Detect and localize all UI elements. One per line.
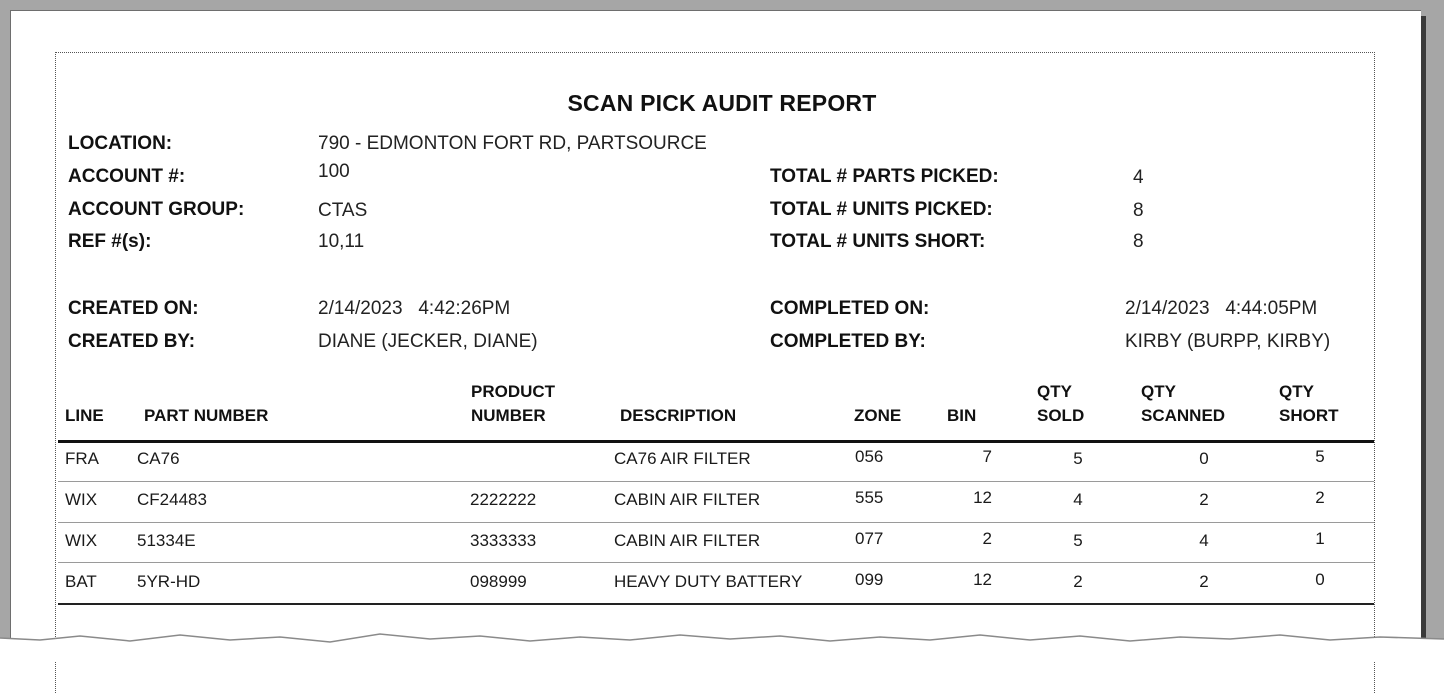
header-product-number-bottom: NUMBER: [471, 406, 546, 425]
print-margin-frame: [55, 52, 1375, 693]
completed-on-value: 2/14/2023 4:44:05PM: [1125, 298, 1318, 319]
cell-bin: 12: [973, 488, 992, 507]
ref-label: REF #(s):: [68, 231, 152, 252]
header-qty-short-top: QTY: [1279, 382, 1314, 401]
completed-by-value: KIRBY (BURPP, KIRBY): [1125, 331, 1331, 352]
cell-part-number: 5YR-HD: [137, 572, 201, 591]
cell-part-number: CF24483: [137, 490, 207, 509]
cell-zone: 555: [855, 488, 884, 507]
parts-picked-value: 4: [1133, 167, 1144, 188]
cell-description: CABIN AIR FILTER: [614, 531, 761, 550]
cell-qty-sold: 2: [1073, 572, 1083, 591]
report-title: SCAN PICK AUDIT REPORT: [567, 90, 877, 116]
account-group-value: CTAS: [318, 200, 368, 221]
cell-qty-short: 2: [1315, 488, 1325, 507]
cell-line: FRA: [65, 449, 99, 468]
cell-zone: 099: [855, 570, 884, 589]
units-short-label: TOTAL # UNITS SHORT:: [770, 231, 986, 252]
row-divider: [58, 522, 1374, 523]
table-bottom-rule: [58, 603, 1374, 605]
cell-line: WIX: [65, 531, 98, 550]
cell-product-number: 2222222: [470, 490, 537, 509]
cell-product-number: 3333333: [470, 531, 537, 550]
row-divider: [58, 562, 1374, 563]
header-bin: BIN: [947, 406, 977, 425]
created-on-label: CREATED ON:: [68, 298, 199, 319]
header-rule: [58, 440, 1374, 443]
header-qty-scanned-top: QTY: [1141, 382, 1176, 401]
header-part-number: PART NUMBER: [144, 406, 269, 425]
cell-part-number: CA76: [137, 449, 180, 468]
ref-value: 10,11: [318, 231, 365, 252]
parts-picked-label: TOTAL # PARTS PICKED:: [770, 166, 999, 187]
cell-bin: 7: [982, 447, 992, 466]
cell-qty-scanned: 0: [1199, 449, 1209, 468]
cell-qty-sold: 4: [1073, 490, 1083, 509]
cell-description: HEAVY DUTY BATTERY: [614, 572, 803, 591]
header-zone: ZONE: [854, 406, 902, 425]
account-label: ACCOUNT #:: [68, 166, 186, 187]
header-qty-sold-bottom: SOLD: [1037, 406, 1085, 425]
header-description: DESCRIPTION: [620, 406, 737, 425]
created-on-value: 2/14/2023 4:42:26PM: [318, 298, 511, 319]
header-qty-short-bottom: SHORT: [1279, 406, 1339, 425]
cell-qty-sold: 5: [1073, 531, 1083, 550]
units-picked-value: 8: [1133, 200, 1144, 221]
cell-bin: 2: [982, 529, 992, 548]
cell-line: WIX: [65, 490, 98, 509]
row-divider: [58, 481, 1374, 482]
location-label: LOCATION:: [68, 133, 173, 154]
cell-qty-scanned: 4: [1199, 531, 1209, 550]
cell-part-number: 51334E: [137, 531, 196, 550]
cell-description: CA76 AIR FILTER: [614, 449, 751, 468]
location-value: 790 - EDMONTON FORT RD, PARTSOURCE: [318, 133, 707, 154]
cell-description: CABIN AIR FILTER: [614, 490, 761, 509]
cell-zone: 077: [855, 529, 884, 548]
cell-line: BAT: [65, 572, 97, 591]
completed-by-label: COMPLETED BY:: [770, 331, 926, 352]
created-by-value: DIANE (JECKER, DIANE): [318, 331, 538, 352]
cell-product-number: 098999: [470, 572, 527, 591]
units-picked-label: TOTAL # UNITS PICKED:: [770, 199, 993, 220]
header-qty-scanned-bottom: SCANNED: [1141, 406, 1226, 425]
completed-on-label: COMPLETED ON:: [770, 298, 930, 319]
header-line: LINE: [65, 406, 104, 425]
header-product-number-top: PRODUCT: [471, 382, 556, 401]
cell-bin: 12: [973, 570, 992, 589]
account-group-label: ACCOUNT GROUP:: [68, 199, 245, 220]
header-qty-sold-top: QTY: [1037, 382, 1072, 401]
cell-qty-short: 1: [1315, 529, 1325, 548]
torn-edge: [0, 628, 1444, 662]
cell-qty-short: 5: [1315, 447, 1325, 466]
cell-zone: 056: [855, 447, 884, 466]
account-value: 100: [318, 161, 350, 182]
cell-qty-scanned: 2: [1199, 572, 1209, 591]
created-by-label: CREATED BY:: [68, 331, 196, 352]
cell-qty-sold: 5: [1073, 449, 1083, 468]
cell-qty-short: 0: [1315, 570, 1325, 589]
cell-qty-scanned: 2: [1199, 490, 1209, 509]
units-short-value: 8: [1133, 231, 1144, 252]
